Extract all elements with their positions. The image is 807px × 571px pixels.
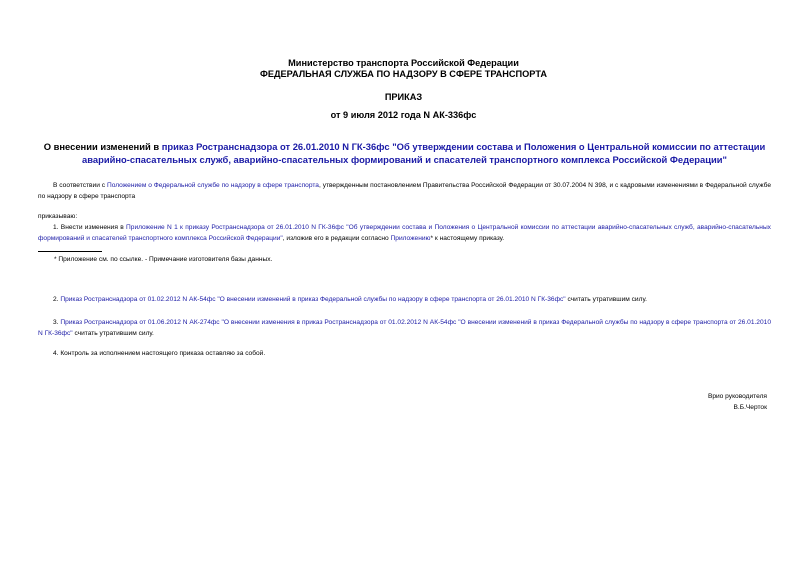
title-prefix: О внесении изменений в [43, 141, 162, 152]
title-order-link[interactable]: приказ Ространснадзора от 26.01.2010 N ГК-36фс "Об утверждении состава и Положения о Центральной комиссии по аттестации аварийно-спасательных служб, аварийно-спасательных формирований и спасателей транспортного комплекса Российской Федерации" [82, 141, 766, 165]
order-274-link[interactable]: Приказ Ространснадзора от 01.06.2012 N АК-274фс "О внесении изменения в приказ Ространснадзора от 01.02.2012 N АК-54фс "О внесении изменений в приказ Федеральной службы по надзору в сфере транспорта от 26.01.2010 N ГК-36фс" [38, 319, 771, 337]
preamble-text-2: , утвержденным постановлением Правительства Российской Федерации от 30.07.2004 N 398, и с кадровыми изменениями в Федеральной службе по надзору в сфере транспорта [38, 182, 771, 200]
item-2-paragraph [38, 295, 771, 306]
item-1-text-1: 1. Внести изменения в [53, 224, 127, 231]
appendix-link[interactable]: Приложению [390, 234, 431, 242]
item-2-text-2: считать утратившим силу. [565, 296, 647, 303]
item-1-paragraph [38, 223, 771, 245]
service-name: ФЕДЕРАЛЬНАЯ СЛУЖБА ПО НАДЗОРУ В СФЕРЕ ТРАНСПОРТА [260, 69, 547, 79]
item-3-text-2: считать утратившим силу. [72, 329, 154, 337]
item-2-text-1: 2. [53, 296, 61, 303]
document-date-number: от 9 июля 2012 года N АК-336фс [330, 110, 477, 120]
item-1-text-2: , изложив его в редакции согласно [282, 234, 391, 242]
document-title [38, 141, 771, 166]
item-4-paragraph [38, 349, 771, 360]
item-4-text: 4. Контроль за исполнением настоящего приказа оставляю за собой. [53, 350, 266, 357]
appendix-1-link[interactable]: Приложение N 1 к приказу Ространснадзора от 26.01.2010 N ГК-36фс "Об утверждении состава и Положения о Центральной комиссии по аттестации аварийно-спасательных служб, аварийно-спасательных формирований и спасателей транспортного комплекса Российской Федерации" [38, 224, 771, 242]
ministry-name: Министерство транспорта Российской Федерации [288, 58, 519, 68]
preamble-paragraph [38, 181, 771, 203]
signatory-position: Врио руководителя [707, 393, 767, 400]
document-type: ПРИКАЗ [384, 92, 423, 102]
item-1-text-3: * к настоящему приказу. [430, 234, 505, 242]
order-54-link[interactable]: Приказ Ространснадзора от 01.02.2012 N АК-54фс "О внесении изменений в приказ Федеральной службы по надзору в сфере транспорта от 26.01.2010 N ГК-36фс" [60, 296, 566, 303]
footnote-divider [38, 251, 102, 252]
item-3-text-1: 3. [53, 319, 61, 326]
item-3-paragraph [38, 318, 771, 340]
regulation-link[interactable]: Положением о Федеральной службе по надзору в сфере транспорта [106, 182, 319, 189]
preamble-text-1: В соответствии с [53, 182, 107, 189]
footnote: * Приложение см. по ссылке. - Примечание изготовителя базы данных. [54, 256, 273, 263]
signatory-name: В.Б.Черток [733, 404, 767, 411]
order-word: приказываю: [38, 213, 78, 220]
